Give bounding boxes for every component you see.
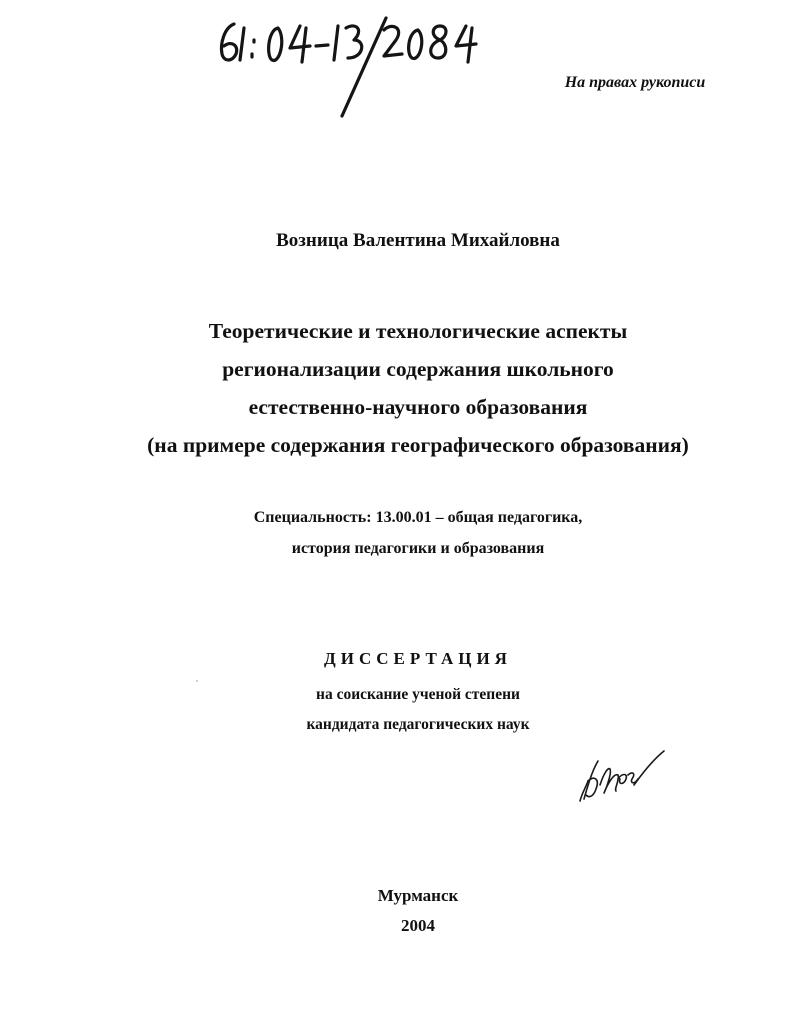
degree-line: на соискание ученой степени <box>316 686 520 703</box>
specialty-block <box>40 502 796 564</box>
handwritten-signature <box>574 745 668 807</box>
year: 2004 <box>401 916 435 935</box>
specialty-line: Специальность: 13.00.01 – общая педагогика, <box>253 509 583 526</box>
degree-line: кандидата педагогических наук <box>306 716 530 733</box>
title-line: (на примере содержания географического образования) <box>147 433 689 457</box>
rights-note: На правах рукописи <box>564 74 706 91</box>
handwritten-archive-code <box>214 14 484 124</box>
author-name: Возница Валентина Михайловна <box>276 230 560 251</box>
scan-speck <box>196 680 198 682</box>
specialty-line: история педагогики и образования <box>291 540 545 557</box>
city: Мурманск <box>377 886 459 905</box>
title-line: Теоретические и технологические аспекты <box>208 319 628 343</box>
dissertation-heading: ДИССЕРТАЦИЯ <box>324 649 512 668</box>
title-line: регионализации содержания школьного <box>222 357 614 381</box>
dissertation-title <box>40 312 796 464</box>
title-line: естественно-научного образования <box>248 395 588 419</box>
degree-statement <box>40 680 796 740</box>
